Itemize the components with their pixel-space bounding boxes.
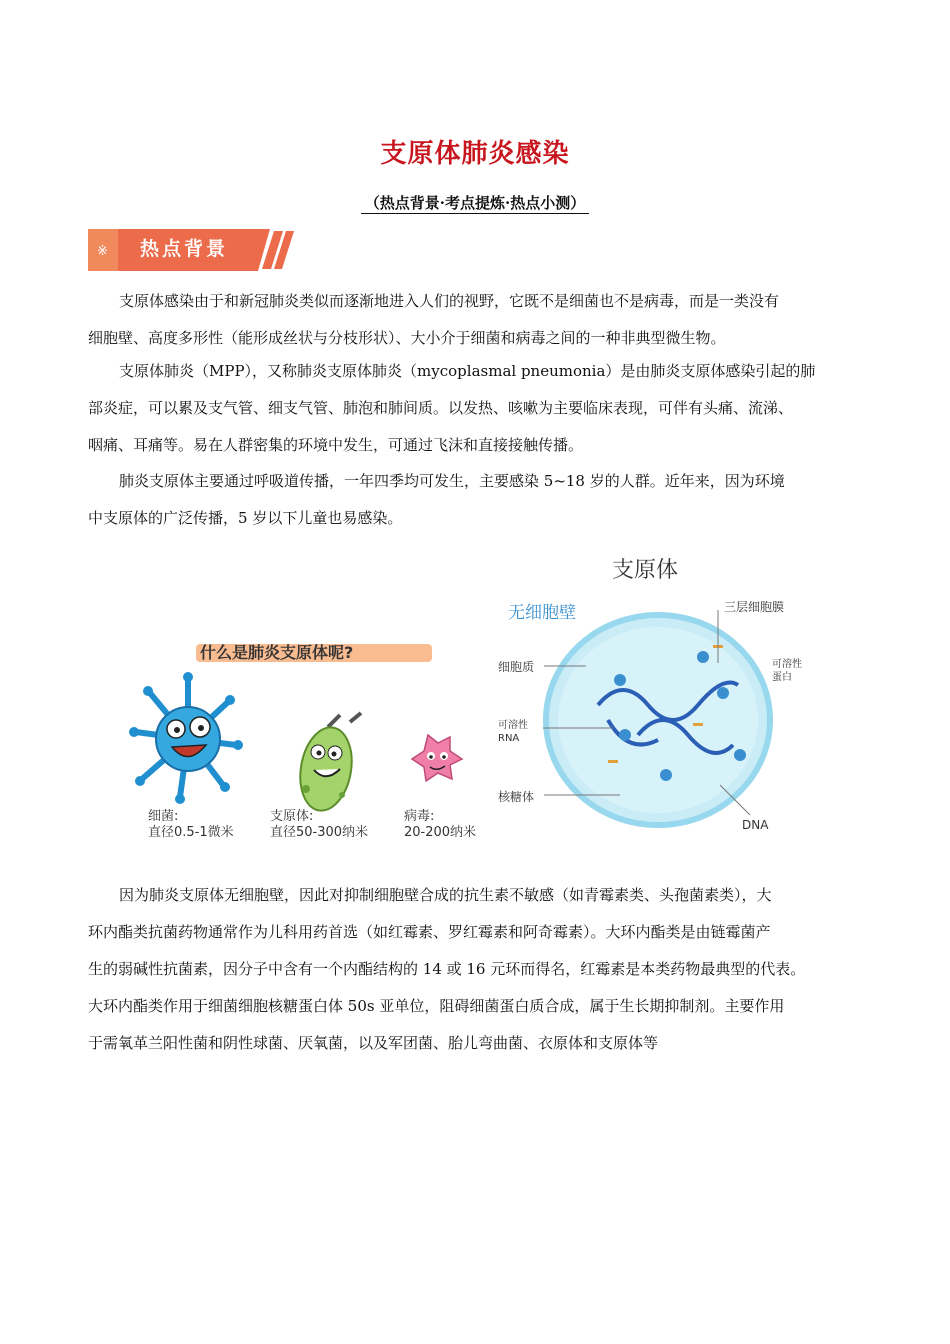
page-title: 支原体肺炎感染 [380, 139, 570, 169]
paragraph-2: 支原体肺炎（MPP），又称肺炎支原体肺炎（mycoplasmal pneumonia）是由肺炎支原体感染引起的肺 部炎症，可以累及支气管、细支气管、肺泡和肺间质。以发热、咳嗽为主要临床表现，可伴有头痛、流涕、 咽痛、耳痛等。易在人群密集的环境中发生，可通过飞沫和直接接触传播。 [88, 362, 816, 454]
figure-left-heading: 什么是肺炎支原体呢? [200, 643, 354, 662]
page-subtitle: （热点背景·考点提炼·热点小测） [0, 192, 950, 213]
cytoplasm-label: 细胞质 [498, 660, 535, 674]
dna-label: DNA [742, 818, 769, 832]
mycoplasma-size: 直径50-300纳米 [270, 825, 369, 840]
pathogen-comparison-illustration [128, 627, 478, 842]
virus-label: 病毒: [404, 809, 435, 824]
paragraph-1: 支原体感染由于和新冠肺炎类似而逐渐地进入人们的视野，它既不是细菌也不是病毒，而是一类没有 细胞壁、高度多形性（能形成丝状与分枝形状）、大小介于细菌和病毒之间的一种非典型微生物。 [88, 292, 780, 347]
paragraph-3: 肺炎支原体主要通过呼吸道传播，一年四季均可发生，主要感染 5~18 岁的人群。近年来，因为环境 中支原体的广泛传播，5 岁以下儿童也易感染。 [88, 472, 785, 527]
figure-right-title: 支原体 [612, 558, 679, 583]
bacteria-label: 细菌: [148, 809, 179, 824]
section-banner-label: 热点背景 [140, 238, 229, 260]
section-banner-symbol: ※ [97, 244, 108, 259]
membrane-label: 三层细胞膜 [724, 600, 785, 614]
no-wall-label: 无细胞壁 [508, 603, 576, 623]
soluble-rna-label-2: RNA [498, 733, 520, 744]
mycoplasma-structure-diagram [488, 545, 808, 845]
bacteria-size: 直径0.5-1微米 [148, 825, 234, 840]
soluble-protein-label-2: 蛋白 [772, 672, 792, 683]
soluble-rna-label-1: 可溶性 [498, 720, 528, 731]
ribosome-label: 核糖体 [498, 790, 535, 804]
virus-size: 20-200纳米 [404, 825, 477, 840]
bacteria-illustration [129, 672, 243, 804]
paragraph-4: 因为肺炎支原体无细胞壁，因此对抑制细胞壁合成的抗生素不敏感（如青霉素类、头孢菌素类），大 环内酯类抗菌药物通常作为儿科用药首选（如红霉素、罗红霉素和阿奇霉素）。大环内酯类是由链霉菌产 生的弱碱性抗菌素，因分子中含有一个内酯结构的 14 或 16 元环而得名，红霉素是本类药物最典型的代表。 大环内酯类作用于细菌细胞核糖蛋白体 50s 亚单位，阻碍细菌蛋白质合成，属于生长期抑制剂。主要作用 于需氧革兰阳性菌和阴性球菌、厌氧菌，以及军团菌、胎儿弯曲菌、衣原体和支原体等 [88, 886, 806, 1052]
mycoplasma-illustration [294, 713, 361, 815]
mycoplasma-label: 支原体: [270, 809, 314, 824]
soluble-protein-label-1: 可溶性 [772, 659, 802, 670]
virus-illustration [412, 735, 462, 781]
